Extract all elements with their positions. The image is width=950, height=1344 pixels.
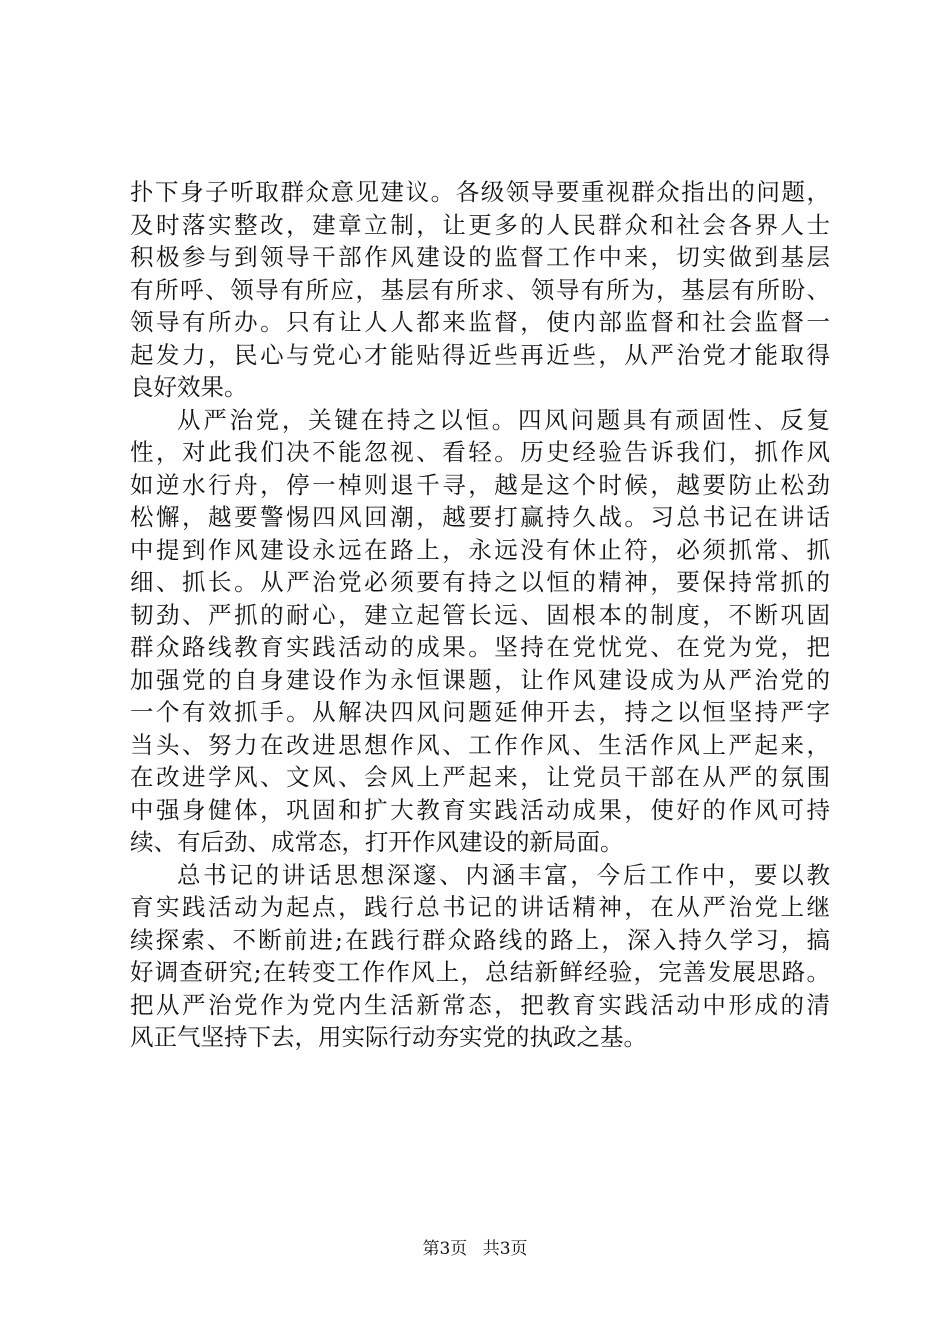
text-line: 及时落实整改，建章立制，让更多的人民群众和社会各界人士 (130, 210, 830, 239)
text-line: 扑下身子听取群众意见建议。各级领导要重视群众指出的问题， (130, 178, 830, 206)
text-line: 中提到作风建设永远在路上，永远没有休止符，必须抓常、抓 (130, 535, 830, 564)
body-text (130, 176, 830, 1054)
text-line: 加强党的自身建设作为永恒课题，让作风建设成为从严治党的 (130, 665, 830, 694)
text-line: 当头、努力在改进思想作风、工作作风、生活作风上严起来， (130, 730, 830, 759)
text-line: 把从严治党作为党内生活新常态，把教育实践活动中形成的清 (130, 990, 830, 1019)
text-line: 性，对此我们决不能忽视、看轻。历史经验告诉我们，抓作风 (130, 438, 830, 466)
text-line: 一个有效抓手。从解决四风问题延伸开去，持之以恒坚持严字 (130, 698, 830, 726)
text-line: 松懈，越要警惕四风回潮，越要打赢持久战。习总书记在讲话 (130, 503, 830, 531)
text-line: 如逆水行舟，停一棹则退千寻，越是这个时候，越要防止松劲 (130, 470, 830, 499)
text-line: 群众路线教育实践活动的成果。坚持在党忧党、在党为党，把 (130, 633, 830, 661)
page-number: 第3页 (422, 1239, 468, 1259)
text-line: 韧劲、严抓的耐心，建立起管长远、固根本的制度，不断巩固 (130, 600, 830, 629)
text-line: 中强身健体，巩固和扩大教育实践活动成果，使好的作风可持 (130, 795, 830, 824)
text-line: 良好效果。 (130, 373, 248, 401)
text-line: 领导有所办。只有让人人都来监督，使内部监督和社会监督一 (130, 308, 830, 336)
text-line: 在改进学风、文风、会风上严起来，让党员干部在从严的氛围 (130, 763, 830, 791)
page-total: 共3页 (482, 1239, 528, 1259)
text-line: 积极参与到领导干部作风建设的监督工作中来，切实做到基层 (130, 243, 830, 271)
text-line: 有所呼、领导有所应，基层有所求、领导有所为，基层有所盼、 (130, 275, 830, 304)
text-line: 总书记的讲话思想深邃、内涵丰富，今后工作中，要以教 (177, 860, 830, 889)
text-line: 续、有后劲、成常态，打开作风建设的新局面。 (130, 828, 624, 856)
text-line: 风正气坚持下去，用实际行动夯实党的执政之基。 (130, 1023, 647, 1051)
text-line: 续探索、不断前进;在践行群众路线的路上，深入持久学习，搞 (130, 925, 830, 954)
text-line: 好调查研究;在转变工作作风上，总结新鲜经验，完善发展思路。 (130, 958, 830, 986)
text-line: 细、抓长。从严治党必须要有持之以恒的精神，要保持常抓的 (130, 568, 830, 596)
text-line: 育实践活动为起点，践行总书记的讲话精神，在从严治党上继 (130, 893, 830, 921)
text-line: 从严治党，关键在持之以恒。四风问题具有顽固性、反复 (177, 405, 830, 434)
text-line: 起发力，民心与党心才能贴得近些再近些，从严治党才能取得 (130, 340, 830, 369)
page-footer (0, 1238, 950, 1260)
